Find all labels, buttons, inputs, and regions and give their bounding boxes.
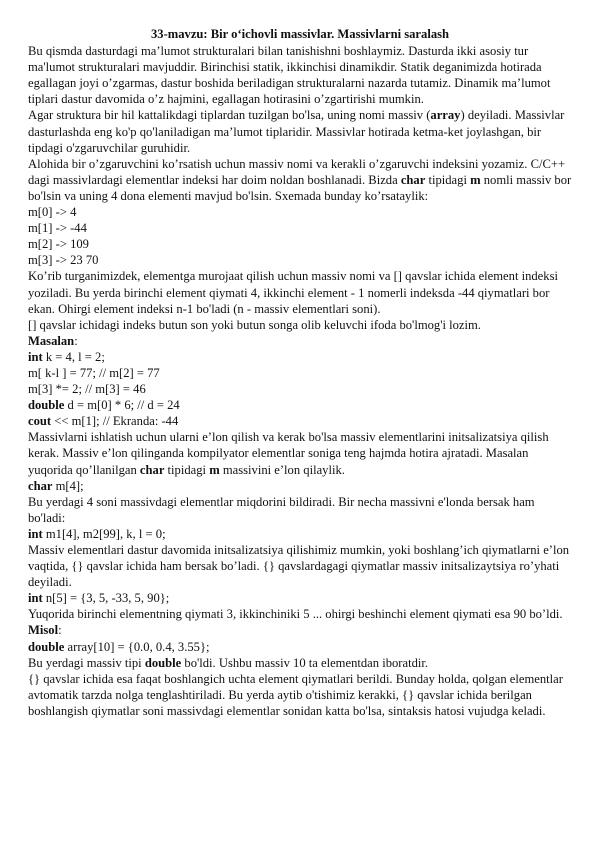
bold-text: int xyxy=(28,591,43,606)
text-run: m[4]; xyxy=(52,478,84,493)
text-run: Massiv elementlari dastur davomida initsalizatsiya qilishimiz mumkin, yoki boshlang’ich qiymatlarni e’lon vaqtida, {} qavslar ichida ham bersak bo’ladi. {} qavslardagagi qiymatlar massiv initsalizaytsiya ro’yhati deyiladi. xyxy=(28,543,570,590)
page-title: 33-mavzu: Bir o‘ichovli massivlar. Massivlarni saralash xyxy=(150,27,450,41)
bold-text: char xyxy=(400,172,426,187)
text-run: ) deyiladi. Massivlar dasturlashda eng ko'p qo'laniladigan ma’lumot tiplaridir. Massivlar hotirada ketma-ket joylashgan, bir tipdagi o'zgaruvchilar guruhidir. xyxy=(28,108,565,155)
paragraph xyxy=(28,317,572,333)
text-run: {} qavslar ichida esa faqat boshlangich uchta element qiymatlari berildi. Bunday holda, qolgan elementlar avtomatik tarzda nolga tenglashtiriladi. Bu yerda aytib o'tishimiz kerakki, {} qavslar ichida berilgan boshlangish qiymatlar soni massivdagi elementlar sonidan katta bo'lsa, sintaksis hatosi vujudga keladi. xyxy=(28,671,563,718)
text-run: Ko’rib turganimizdek, elementga murojaat qilish uchun massiv nomi va [] qavslar ichida element indeksi yoziladi. Bu yerda birinchi element qiymati 4, ikkinchi element - 1 nomerli indeksda -44 qiymatlari bor ekan. Ohirgi element indeksi n-1 bo'ladi (n - massiv elementlari soni). xyxy=(28,269,558,316)
bold-text: int xyxy=(28,526,43,541)
paragraph xyxy=(28,478,572,494)
paragraph xyxy=(28,606,572,622)
bold-text: char xyxy=(139,462,165,477)
text-run: : xyxy=(58,623,62,638)
paragraph xyxy=(28,655,572,671)
bold-text: char xyxy=(28,478,53,493)
paragraph xyxy=(28,494,572,526)
paragraph xyxy=(28,381,572,397)
document-page xyxy=(28,26,572,719)
text-run: massivini e’lon qilaylik. xyxy=(219,462,345,477)
text-run: [] qavslar ichidagi indeks butun son yoki butun songa olib keluvchi ifoda bo'lmog'i lozim. xyxy=(28,317,481,332)
text-run: bo'ldi. Ushbu massiv 10 ta elementdan iboratdir. xyxy=(181,655,429,670)
paragraph xyxy=(28,268,572,316)
paragraph xyxy=(28,397,572,413)
text-run: m1[4], m2[99], k, l = 0; xyxy=(42,526,166,541)
paragraph xyxy=(28,639,572,655)
paragraph xyxy=(28,622,572,638)
text-run: Bu yerdagi 4 soni massivdagi elementlar miqdorini bildiradi. Bir necha massivni e'londa bersak ham bo'ladi: xyxy=(28,494,535,525)
paragraph xyxy=(28,526,572,542)
paragraph xyxy=(28,413,572,429)
text-run: : xyxy=(74,333,78,348)
paragraph xyxy=(28,429,572,477)
text-run: m[2] -> 109 xyxy=(28,237,89,252)
text-run: m[ k-l ] = 77; // m[2] = 77 xyxy=(28,365,160,380)
text-run: array[10] = {0.0, 0.4, 3.55}; xyxy=(64,639,210,654)
text-run: << m[1]; // Ekranda: -44 xyxy=(51,414,179,429)
text-run: n[5] = {3, 5, -33, 5, 90}; xyxy=(42,591,170,606)
text-run: m[1] -> -44 xyxy=(28,221,87,236)
paragraph xyxy=(28,671,572,719)
document-body xyxy=(28,43,572,719)
text-run: d = m[0] * 6; // d = 24 xyxy=(64,398,180,413)
paragraph xyxy=(28,542,572,590)
text-run: Massivlarni ishlatish uchun ularni e’lon qilish va kerak bo'lsa massiv elementlarini initsalizatsiya qilish kerak. Massiv e’lon qilinganda kompilyator elementlar soniga teng hajmda hotira ajratadi. Masalan yuqorida qo’llanilgan xyxy=(28,430,549,477)
bold-text: double xyxy=(144,655,182,670)
text-run: tipidagi xyxy=(425,172,471,187)
text-run: m[3] *= 2; // m[3] = 46 xyxy=(28,382,146,397)
bold-text: m xyxy=(470,172,481,187)
paragraph xyxy=(28,156,572,204)
text-run: Bu qismda dasturdagi ma’lumot strukturalari bilan tanishishni boshlaymiz. Dasturda ikki asosiy tur ma'lumot strukturalari mavjuddir. Birinchisi statik, ikkinchisi dinamikdir. Statik deganimizda hotirada egallagan joyi o’zgarmas, dastur boshida beriladigan strukturalarni nazarda tutamiz. Dinamik ma’lumot tiplari dastur davomida o’z hajmini, egallagan hotirasini o’zgartirishi mumkin. xyxy=(28,44,551,107)
paragraph xyxy=(28,590,572,606)
text-run: Alohida bir o’zgaruvchini ko’rsatish uchun massiv nomi va kerakli o’zgaruvchi indeksini yozamiz. C/C++ dagi massivlardagi elementlar indeksi har doim noldan boshlanadi. Bizda xyxy=(28,156,566,187)
bold-text: Masalan xyxy=(28,333,75,348)
bold-text: m xyxy=(209,462,220,477)
text-run: m[0] -> 4 xyxy=(28,205,77,220)
bold-text: cout xyxy=(28,414,52,429)
bold-text: int xyxy=(28,349,43,364)
text-run: m[3] -> 23 70 xyxy=(28,253,99,268)
text-run: tipidagi xyxy=(164,462,210,477)
paragraph xyxy=(28,236,572,252)
text-run: k = 4, l = 2; xyxy=(42,349,105,364)
text-run: Agar struktura bir hil kattalikdagi tiplardan tuzilgan bo'lsa, uning nomi massiv ( xyxy=(28,108,431,123)
paragraph xyxy=(28,107,572,155)
paragraph xyxy=(28,204,572,220)
paragraph xyxy=(28,349,572,365)
paragraph xyxy=(28,220,572,236)
bold-text: array xyxy=(430,108,461,123)
bold-text: double xyxy=(28,398,65,413)
text-run: nomli massiv bor bo'lsin va uning 4 dona elementi mavjud bo'lsin. Sxemada bunday ko’rsataylik: xyxy=(28,172,572,203)
paragraph xyxy=(28,252,572,268)
bold-text: double xyxy=(28,639,65,654)
bold-text: Misol xyxy=(28,623,59,638)
paragraph xyxy=(28,365,572,381)
text-run: Yuqorida birinchi elementning qiymati 3, ikkinchiniki 5 ... ohirgi beshinchi element qiymati esa 90 bo’ldi. xyxy=(28,607,563,622)
paragraph xyxy=(28,43,572,107)
text-run: Bu yerdagi massiv tipi xyxy=(28,655,145,670)
paragraph xyxy=(28,333,572,349)
